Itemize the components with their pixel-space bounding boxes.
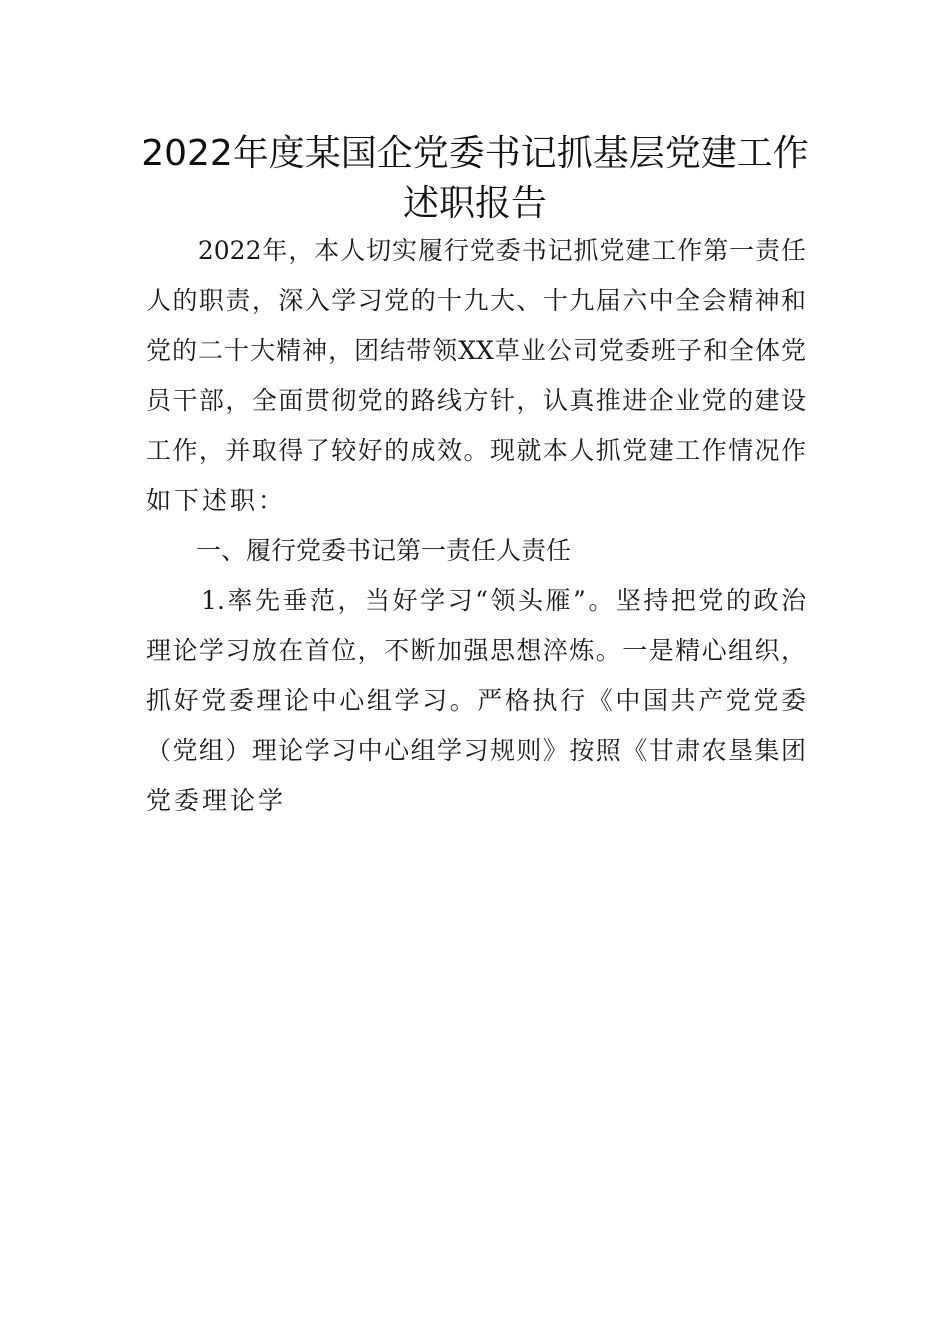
document-title-line-1: 2022年度某国企党委书记抓基层党建工作 xyxy=(141,133,809,174)
section-heading: 一、履行党委书记第一责任人责任 xyxy=(196,536,572,565)
section-paragraph-line: （党组）理论学习中心组学习规则》按照《甘肃农垦集团 xyxy=(146,736,806,765)
section-paragraph-line: 党委理论学 xyxy=(146,786,287,815)
intro-paragraph-line: 2022年，本人切实履行党委书记抓党建工作第一责任 xyxy=(146,236,806,265)
section-paragraph-line: 1.率先垂范，当好学习“领头雁”。坚持把党的政治 xyxy=(146,586,806,615)
intro-paragraph-line: 员干部，全面贯彻党的路线方针，认真推进企业党的建设 xyxy=(146,386,806,415)
section-paragraph-line: 抓好党委理论中心组学习。严格执行《中国共产党党委 xyxy=(146,686,806,715)
intro-paragraph-line: 如下述职： xyxy=(146,486,287,515)
document-title-line-2: 述职报告 xyxy=(402,183,547,224)
intro-paragraph-line: 人的职责，深入学习党的十九大、十九届六中全会精神和 xyxy=(146,286,806,315)
section-paragraph-line: 理论学习放在首位，不断加强思想淬炼。一是精心组织， xyxy=(146,636,806,665)
intro-paragraph-line: 党的二十大精神，团结带领XX草业公司党委班子和全体党 xyxy=(146,336,806,365)
intro-paragraph-line: 工作，并取得了较好的成效。现就本人抓党建工作情况作 xyxy=(146,436,806,465)
